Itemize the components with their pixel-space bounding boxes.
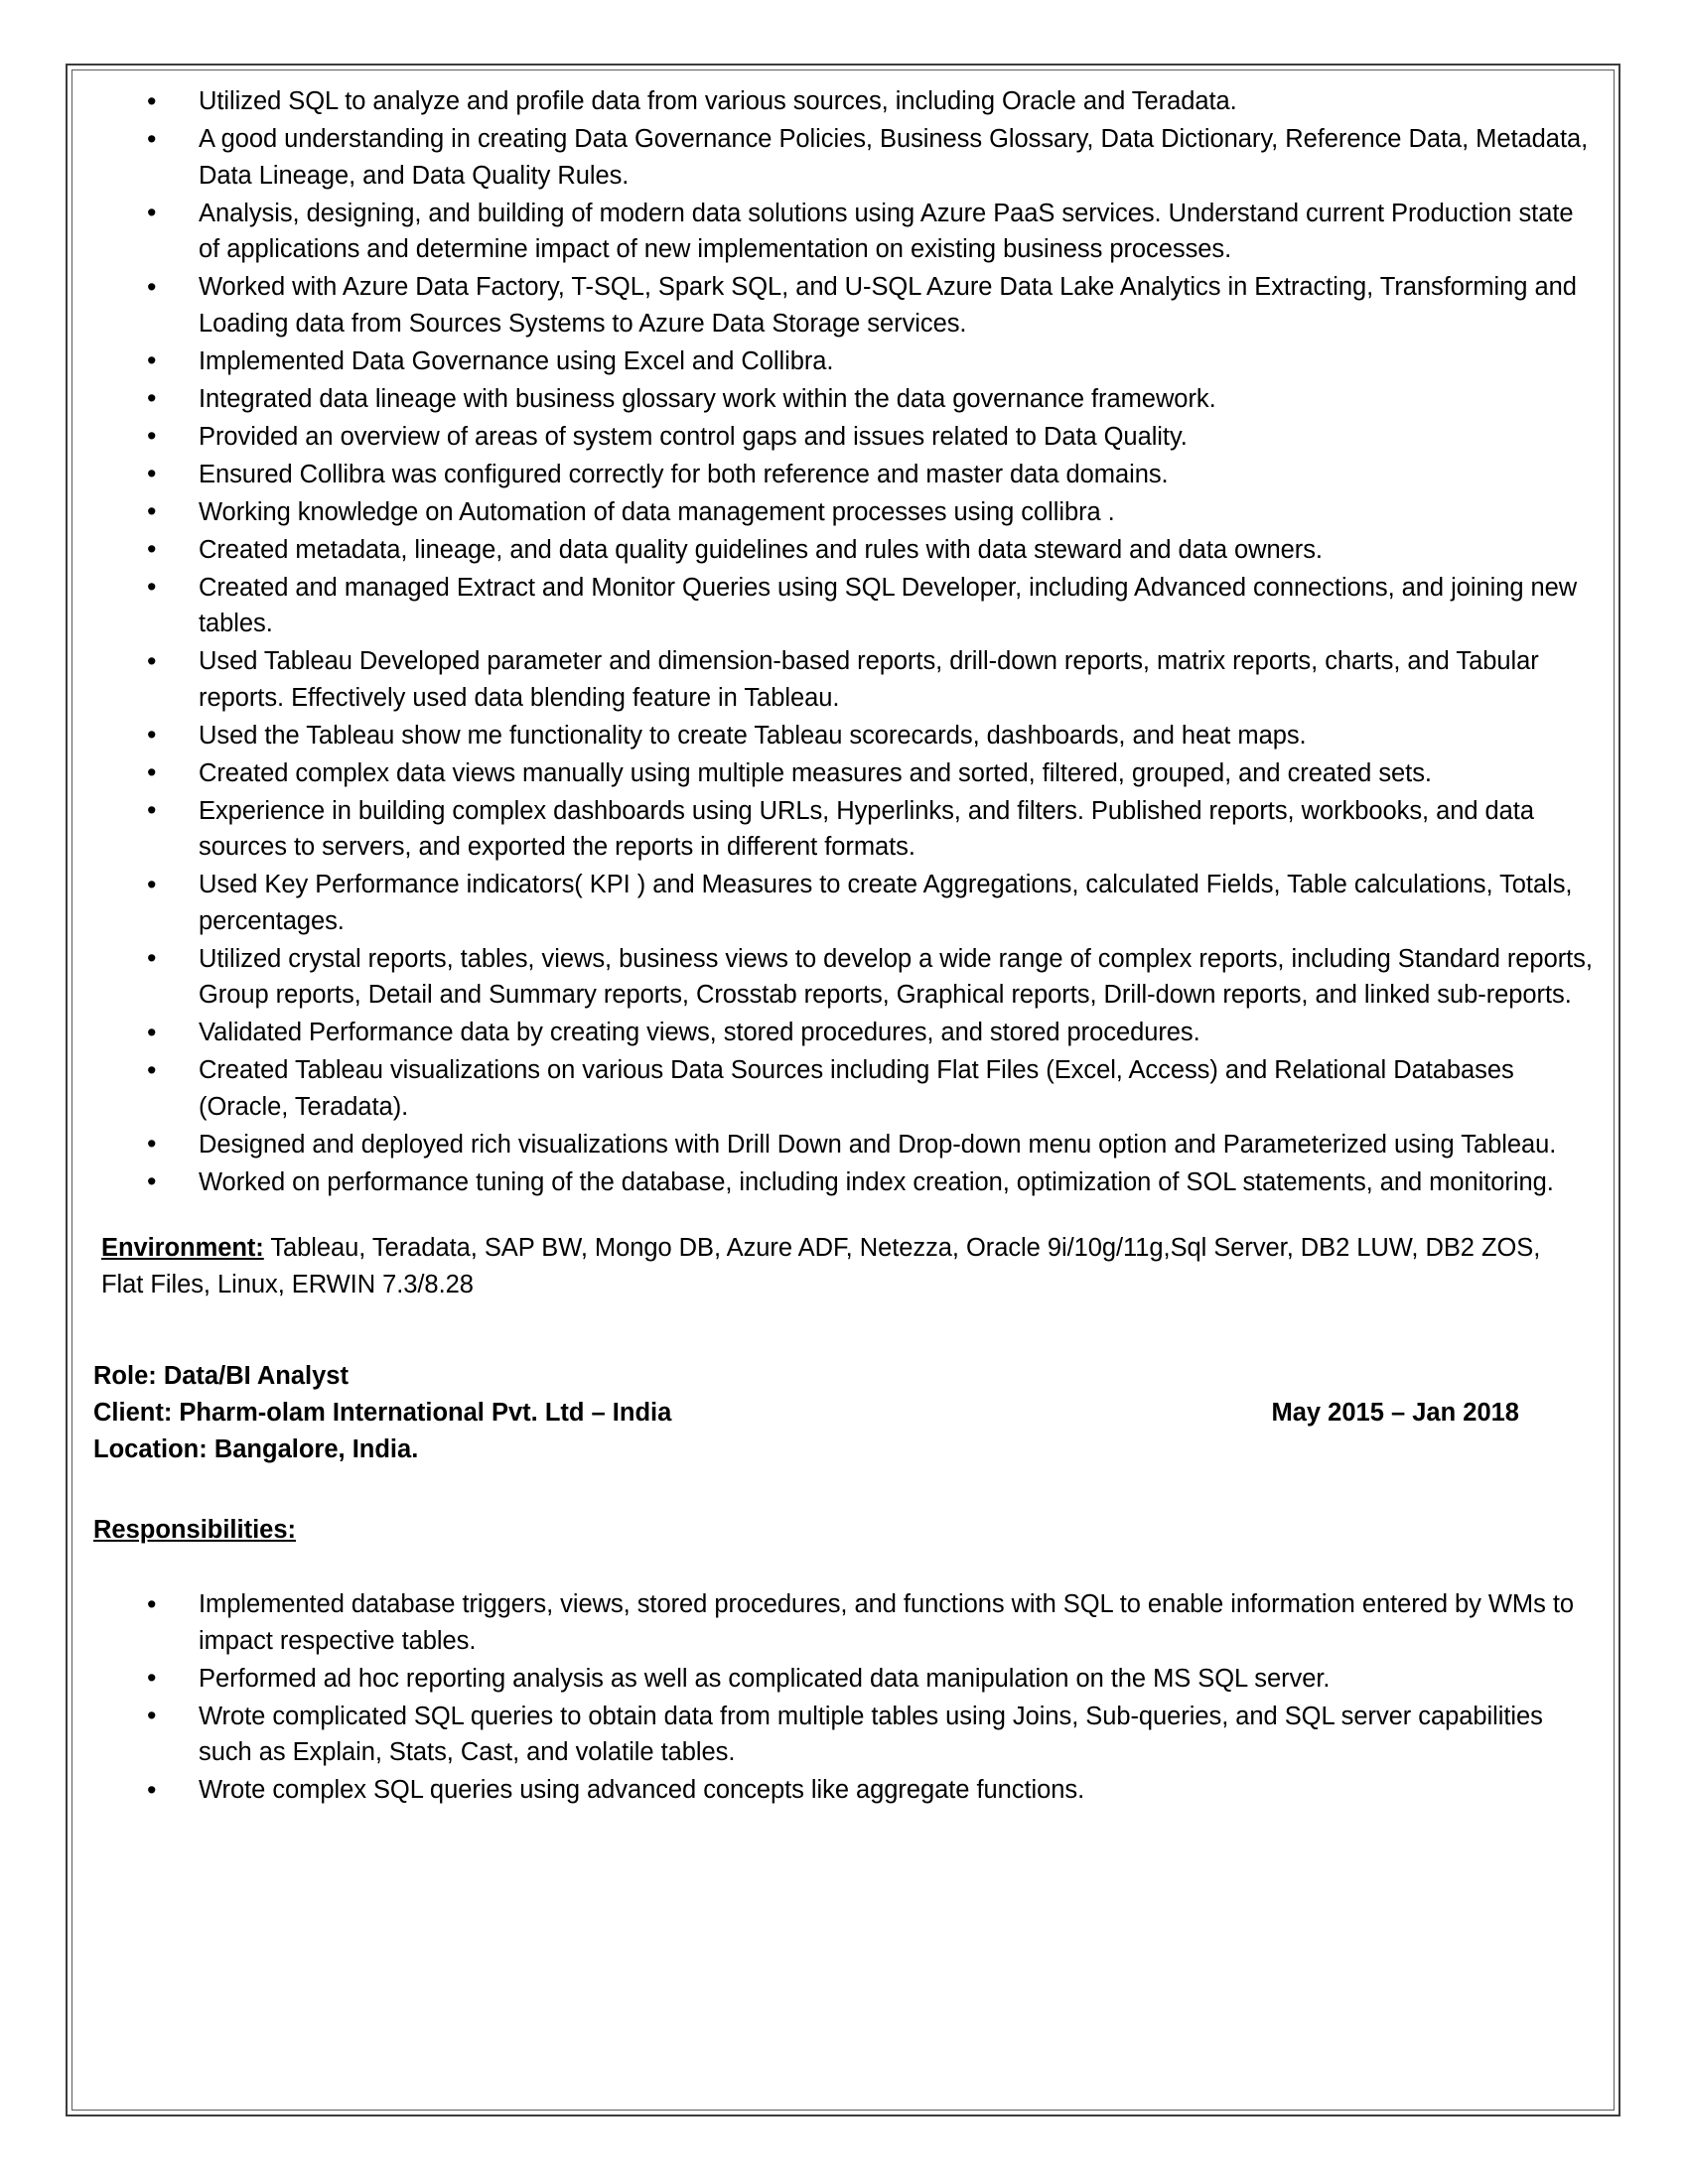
list-item: • Created and managed Extract and Monitor Queries using SQL Developer, including Advanced connections, and joining new tables. [87,570,1601,642]
list-item: • Used Tableau Developed parameter and dimension-based reports, drill-down reports, matrix reports, charts, and Tabular reports. Effectively used data blending feature in Tableau. [87,643,1601,716]
list-item: • Worked with Azure Data Factory, T-SQL, Spark SQL, and U-SQL Azure Data Lake Analytics in Extracting, Transforming and Loading data from Sources Systems to Azure Data Storage services. [87,269,1601,341]
list-item: • Created metadata, lineage, and data quality guidelines and rules with data steward and data owners. [87,532,1601,569]
employment-dates: May 2015 – Jan 2018 [1271,1399,1519,1427]
list-item: • Designed and deployed rich visualizations with Drill Down and Drop-down menu option and Parameterized using Tableau. [87,1127,1601,1163]
list-item: • Provided an overview of areas of system control gaps and issues related to Data Quality. [87,419,1601,456]
environment-block [87,1230,1563,1302]
list-item: • Ensured Collibra was configured correctly for both reference and master data domains. [87,457,1601,493]
list-item: • Implemented database triggers, views, stored procedures, and functions with SQL to enable information entered by WMs to impact respective tables. [87,1586,1579,1659]
list-item: • Used the Tableau show me functionality to create Tableau scorecards, dashboards, and heat maps. [87,718,1601,754]
responsibilities-list [87,1586,1601,1809]
client-name: Client: Pharm-olam International Pvt. Ltd – India [93,1399,672,1427]
list-item: • A good understanding in creating Data Governance Policies, Business Glossary, Data Dictionary, Reference Data, Metadata, Data Lineage, and Data Quality Rules. [87,121,1601,194]
environment-value: Tableau, Teradata, SAP BW, Mongo DB, Azure ADF, Netezza, Oracle 9i/10g/11g,Sql Server, DB2 LUW, DB2 ZOS, Flat Files, Linux, ERWIN 7.3/8.28 [101,1234,1541,1298]
list-item: • Utilized crystal reports, tables, views, business views to develop a wide range of complex reports, including Standard reports, Group reports, Detail and Summary reports, Crosstab reports, Graphical reports, Drill-down reports, and linked sub-reports. [87,941,1601,1014]
list-item: • Analysis, designing, and building of modern data solutions using Azure PaaS services. Understand current Production state of applications and determine impact of new implementation on existing business processes. [87,196,1601,268]
list-item: • Used Key Performance indicators( KPI ) and Measures to create Aggregations, calculated Fields, Table calculations, Totals, percentages. [87,867,1601,939]
list-item: • Worked on performance tuning of the database, including index creation, optimization of SOL statements, and monitoring. [87,1164,1601,1201]
page-content [87,83,1601,2097]
list-item: • Implemented Data Governance using Excel and Collibra. [87,343,1601,380]
list-item: • Utilized SQL to analyze and profile data from various sources, including Oracle and Teradata. [87,83,1601,120]
list-item: • Working knowledge on Automation of data management processes using collibra . [87,494,1601,531]
top-responsibilities-list [87,83,1601,1200]
list-item: • Wrote complex SQL queries using advanced concepts like aggregate functions. [87,1772,1579,1809]
environment-label: Environment: [101,1234,264,1262]
role-block [87,1358,1601,1468]
client-location: Location: Bangalore, India. [93,1435,419,1463]
list-item: • Experience in building complex dashboards using URLs, Hyperlinks, and filters. Published reports, workbooks, and data sources to servers, and exported the reports in different formats. [87,793,1601,866]
role-title: Role: Data/BI Analyst [93,1362,349,1390]
list-item: • Created complex data views manually using multiple measures and sorted, filtered, grouped, and created sets. [87,755,1601,792]
list-item: • Integrated data lineage with business glossary work within the data governance framework. [87,381,1601,418]
list-item: • Wrote complicated SQL queries to obtain data from multiple tables using Joins, Sub-queries, and SQL server capabilities such as Explain, Stats, Cast, and volatile tables. [87,1699,1579,1771]
list-item: • Validated Performance data by creating views, stored procedures, and stored procedures. [87,1015,1601,1051]
client-line [93,1395,1571,1432]
responsibilities-heading: Responsibilities: [93,1516,297,1544]
list-item: • Created Tableau visualizations on various Data Sources including Flat Files (Excel, Access) and Relational Databases (Oracle, Teradata). [87,1052,1601,1125]
list-item: • Performed ad hoc reporting analysis as well as complicated data manipulation on the MS SQL server. [87,1661,1579,1698]
